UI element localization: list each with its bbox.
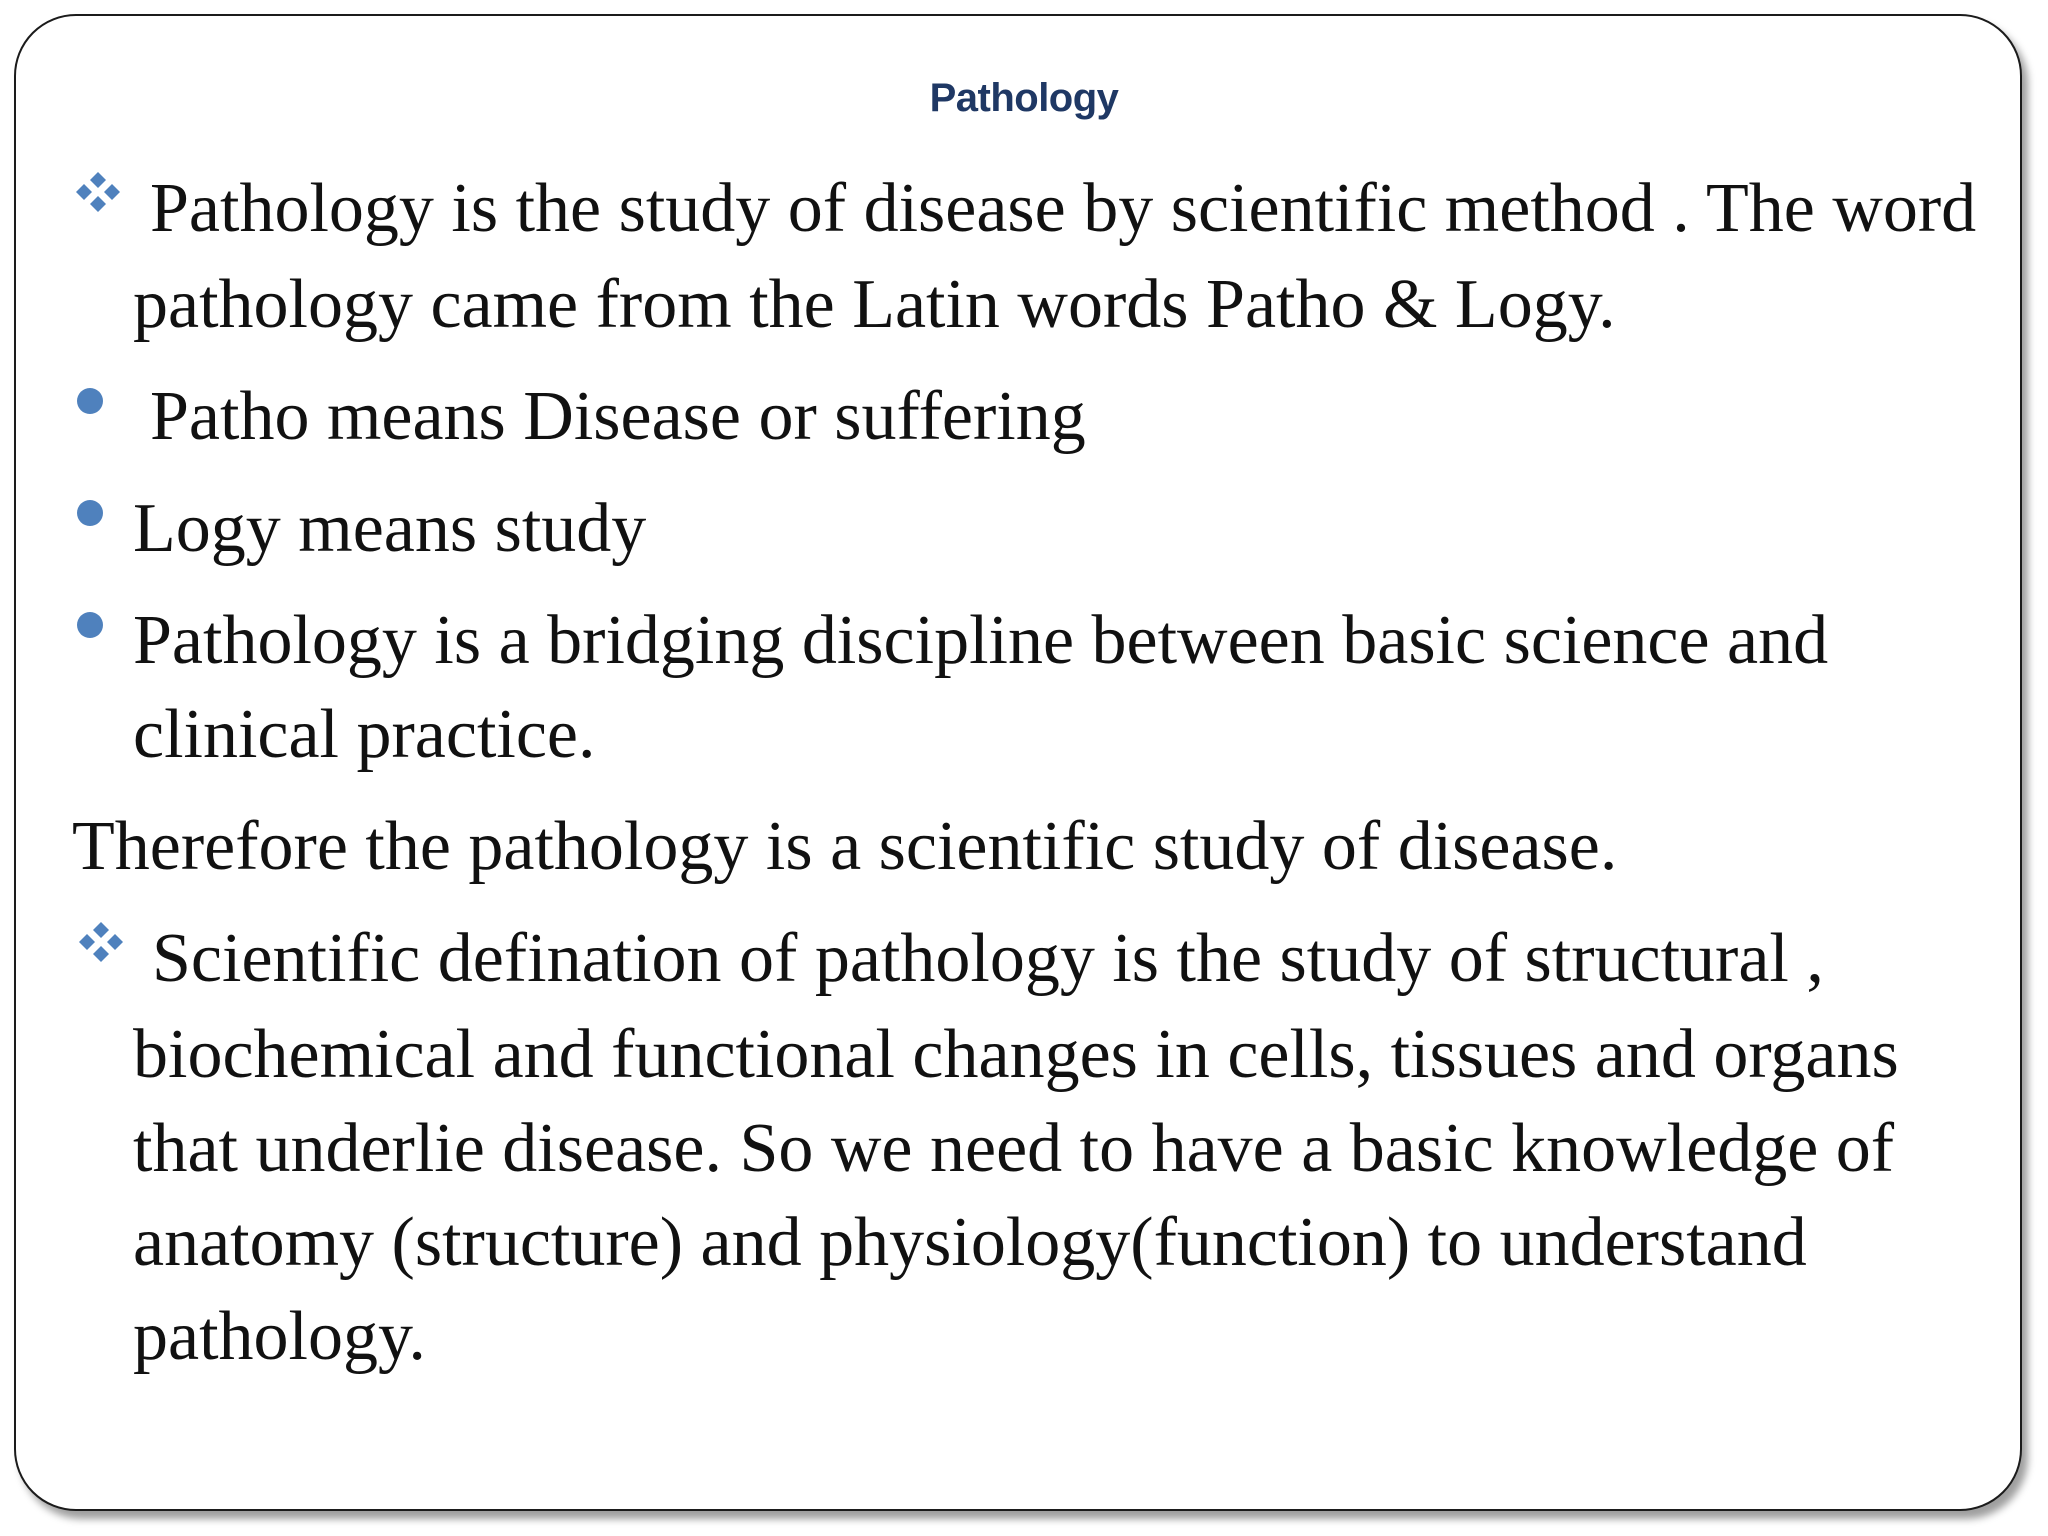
bullet-text-line: pathology.: [133, 1298, 426, 1375]
slide-title: Pathology: [929, 76, 1119, 120]
bullet-text-line: Patho means Disease or suffering: [150, 378, 1086, 455]
bullet-text-line: Scientific defination of pathology is the study of structural ,: [152, 920, 1824, 997]
bullet-text-line: Pathology is the study of disease by scientific method . The word: [150, 170, 1977, 247]
four-diamond-icon: [72, 170, 124, 214]
bullet-text-line: Pathology is a bridging discipline between basic science and: [133, 602, 1829, 679]
bullet-dot-icon: [77, 388, 103, 414]
plain-text-line: Therefore the pathology is a scientific study of disease.: [72, 808, 1618, 885]
bullet-text-line: pathology came from the Latin words Patho & Logy.: [133, 266, 1616, 343]
bullet-text-line: biochemical and functional changes in cells, tissues and organs: [133, 1016, 1899, 1093]
bullet-dot-icon: [77, 612, 103, 638]
bullet-text-line: that underlie disease. So we need to have a basic knowledge of: [133, 1110, 1895, 1187]
bullet-dot-icon: [77, 500, 103, 526]
four-diamond-icon: [75, 920, 127, 964]
bullet-text-line: anatomy (structure) and physiology(function) to understand: [133, 1204, 1807, 1281]
bullet-text-line: Logy means study: [133, 490, 647, 567]
bullet-text-line: clinical practice.: [133, 696, 596, 773]
